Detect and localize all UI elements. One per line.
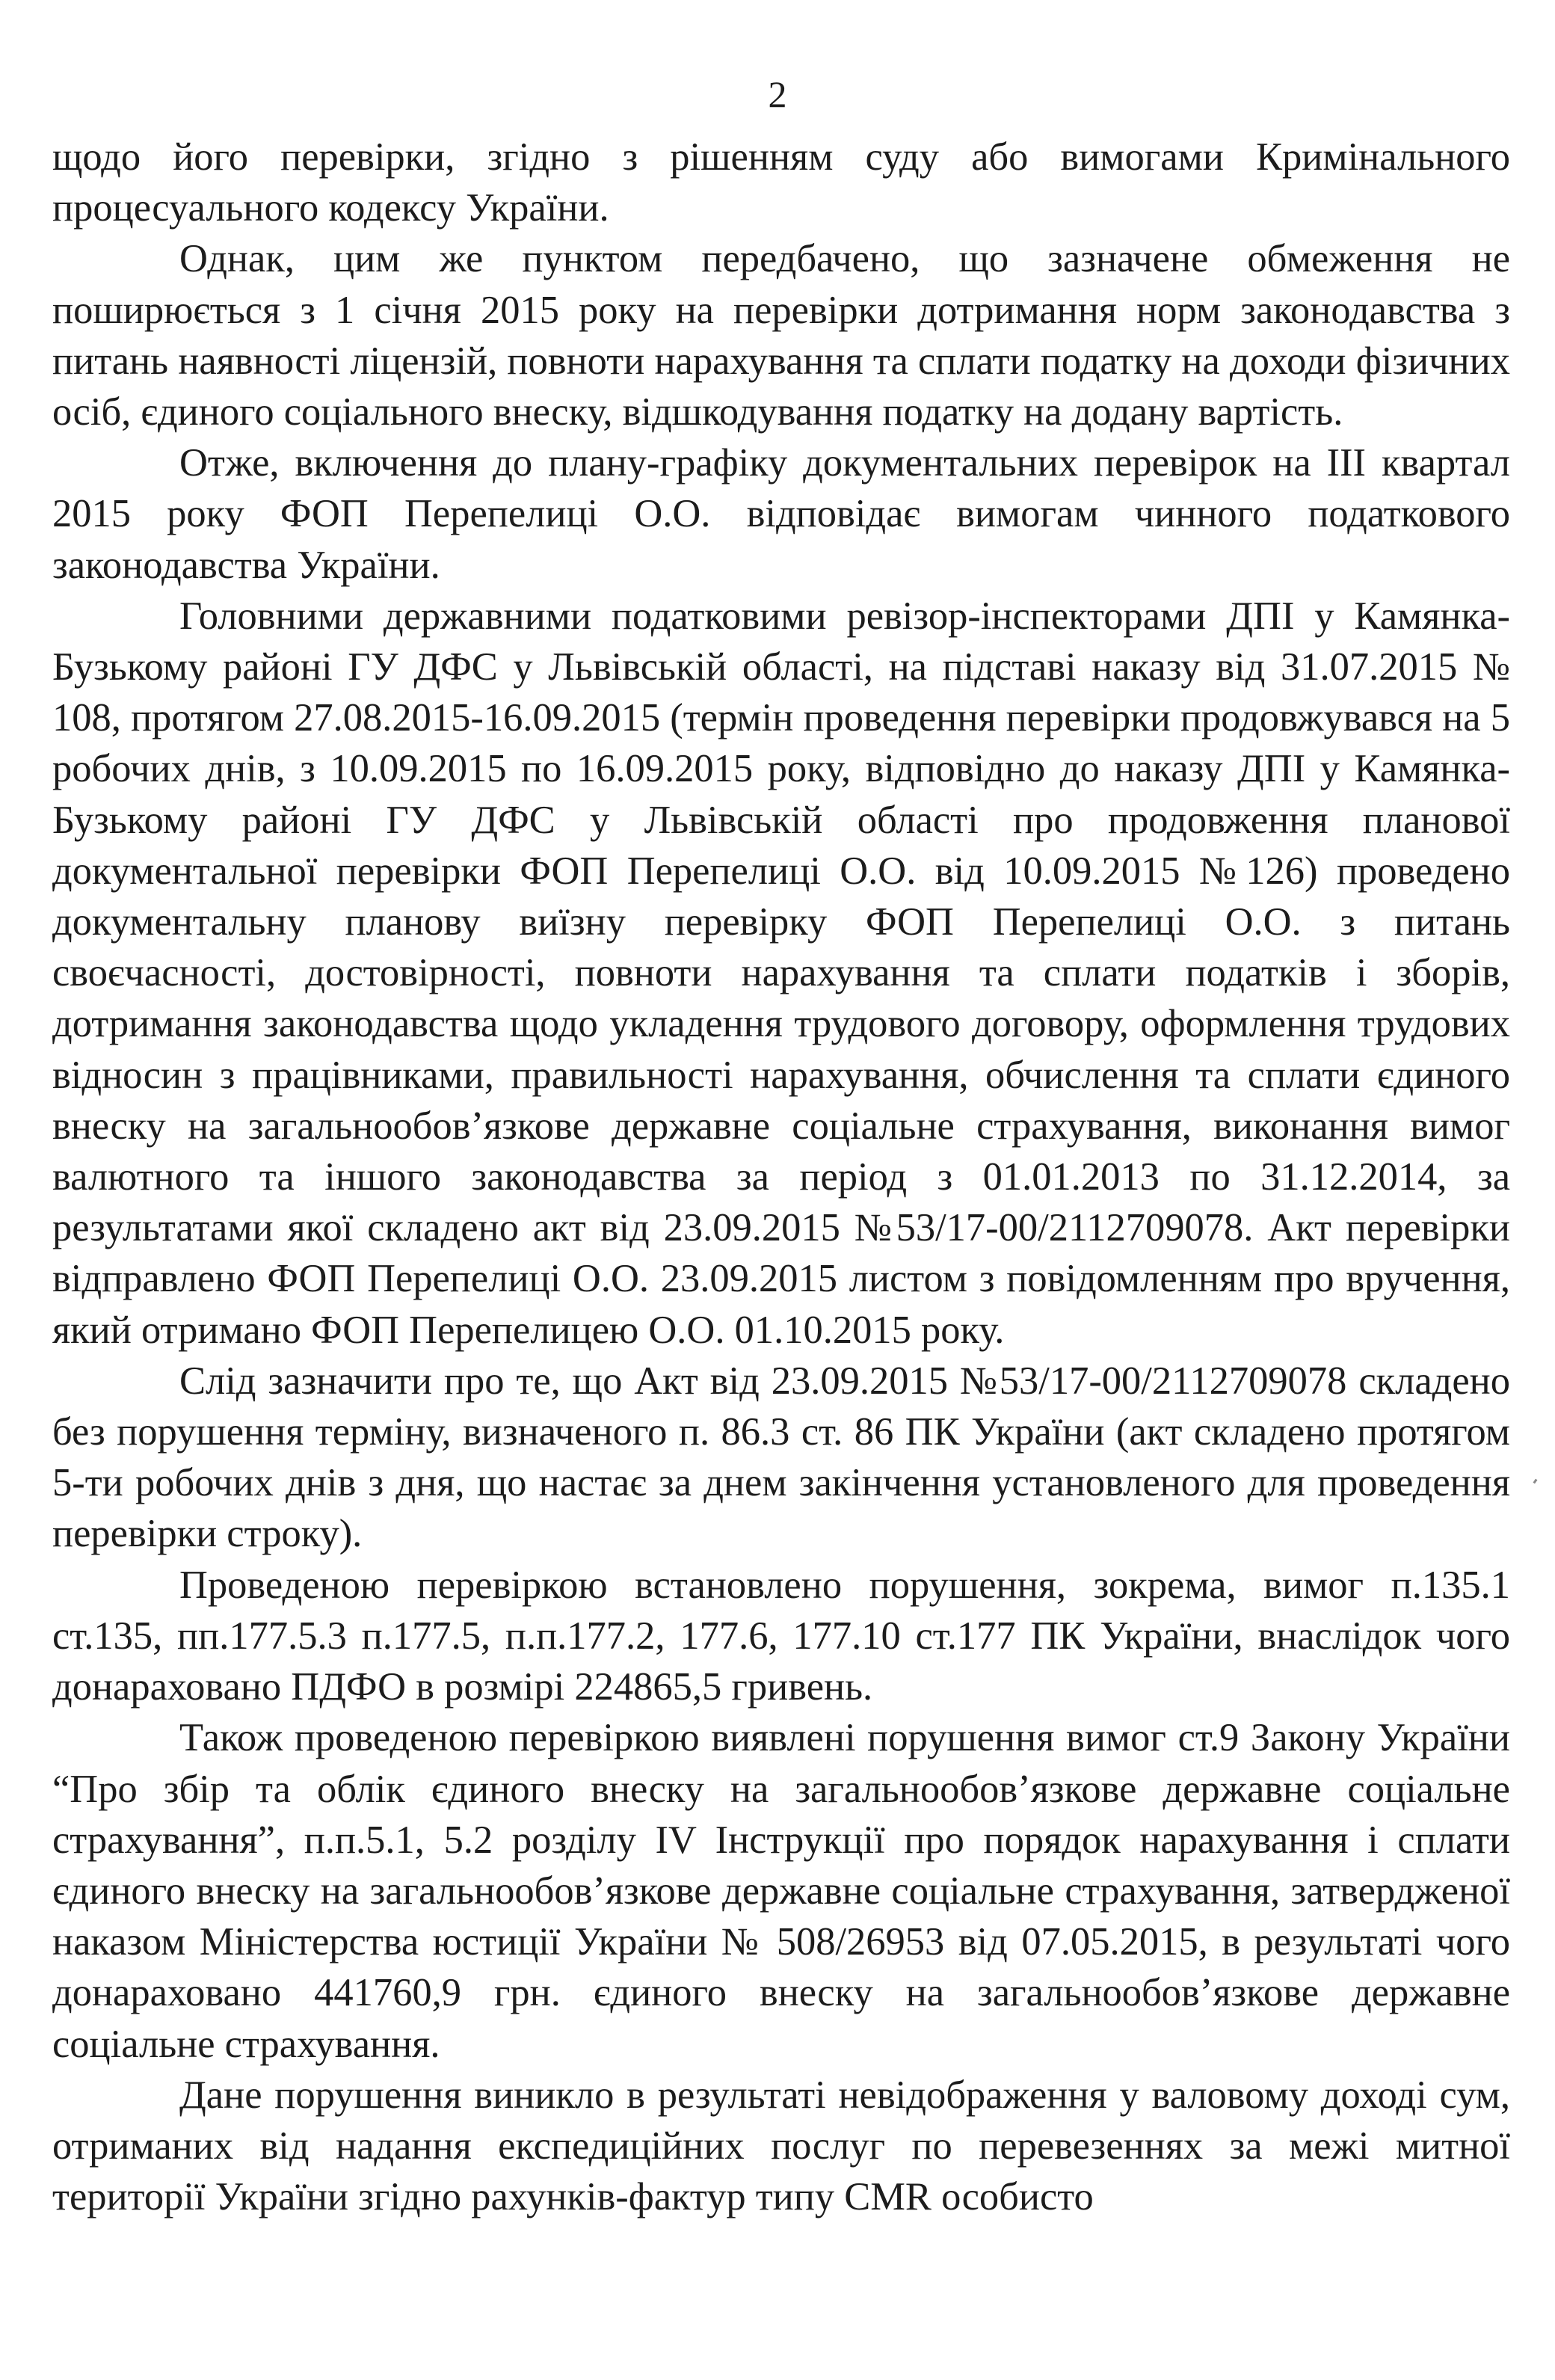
- paragraph-continuation: щодо його перевірки, згідно з рішенням суду або вимогами Кримінального процесуального кодексу України.: [52, 135, 1510, 230]
- paragraph: Проведеною перевіркою встановлено порушення, зокрема, вимог п.135.1 ст.135, пп.177.5.3 п.177.5, п.п.177.2, 177.6, 177.10 ст.177 ПК України, внаслідок чого донараховано ПДФО в розмірі 224865,5 гривень.: [52, 1563, 1510, 1709]
- paragraph: Дане порушення виникло в результаті невідображення у валовому доході сум, отриманих від надання експедиційних послуг по перевезеннях за межі митної території України згідно рахунків-фактур типу CMR особисто: [52, 2073, 1510, 2219]
- page-number: 2: [768, 73, 787, 115]
- paragraph: Слід зазначити про те, що Акт від 23.09.2015 №53/17-00/2112709078 складено без порушення терміну, визначеного п. 86.3 ст. 86 ПК України (акт складено протягом 5-ти робочих днів з дня, що настає за днем закінчення установленого для проведення перевірки строку).: [52, 1359, 1510, 1556]
- document-body: [52, 132, 1510, 2222]
- paragraph: Головними державними податковими ревізор-інспекторами ДПІ у Камянка-Бузькому районі ГУ ДФС у Львівській області, на підставі наказу від 31.07.2015 № 108, протягом 27.08.2015-16.09.2015 (термін проведення перевірки продовжувався на 5 робочих днів, з 10.09.2015 по 16.09.2015 року, відповідно до наказу ДПІ у Камянка-Бузькому районі ГУ ДФС у Львівській області про продовження планової документальної перевірки ФОП Перепелиці О.О. від 10.09.2015 №126) проведено документальну планову виїзну перевірку ФОП Перепелиці О.О. з питань своєчасності, достовірності, повноти нарахування та сплати податків і зборів, дотримання законодавства щодо укладення трудового договору, оформлення трудових відносин з працівниками, правильності нарахування, обчислення та сплати єдиного внеску на загальнообов’язкове державне соціальне страхування, виконання вимог валютного та іншого законодавства за період з 01.01.2013 по 31.12.2014, за результатами якої складено акт від 23.09.2015 №53/17-00/2112709078. Акт перевірки відправлено ФОП Перепелиці О.О. 23.09.2015 листом з повідомленням про вручення, який отримано ФОП Перепелицею О.О. 01.10.2015 року.: [52, 594, 1510, 1352]
- paragraph: Отже, включення до плану-графіку документальних перевірок на ІІІ квартал 2015 року ФОП Перепелиці О.О. відповідає вимогам чинного податкового законодавства України.: [52, 441, 1510, 587]
- paragraph: Також проведеною перевіркою виявлені порушення вимог ст.9 Закону України “Про збір та облік єдиного внеску на загальнообов’язкове державне соціальне страхування”, п.п.5.1, 5.2 розділу IV Інструкції про порядок нарахування і сплати єдиного внеску на загальнообов’язкове державне соціальне страхування, затвердженої наказом Міністерства юстиції України № 508/26953 від 07.05.2015, в результаті чого донараховано 441760,9 грн. єдиного внеску на загальнообов’язкове державне соціальне страхування.: [52, 1716, 1510, 2066]
- paragraph: Однак, цим же пунктом передбачено, що зазначене обмеження не поширюється з 1 січня 2015 року на перевірки дотримання норм законодавства з питань наявності ліцензій, повноти нарахування та сплати податку на доходи фізичних осіб, єдиного соціального внеску, відшкодування податку на додану вартість.: [52, 237, 1510, 434]
- scan-speck: [1533, 1479, 1538, 1484]
